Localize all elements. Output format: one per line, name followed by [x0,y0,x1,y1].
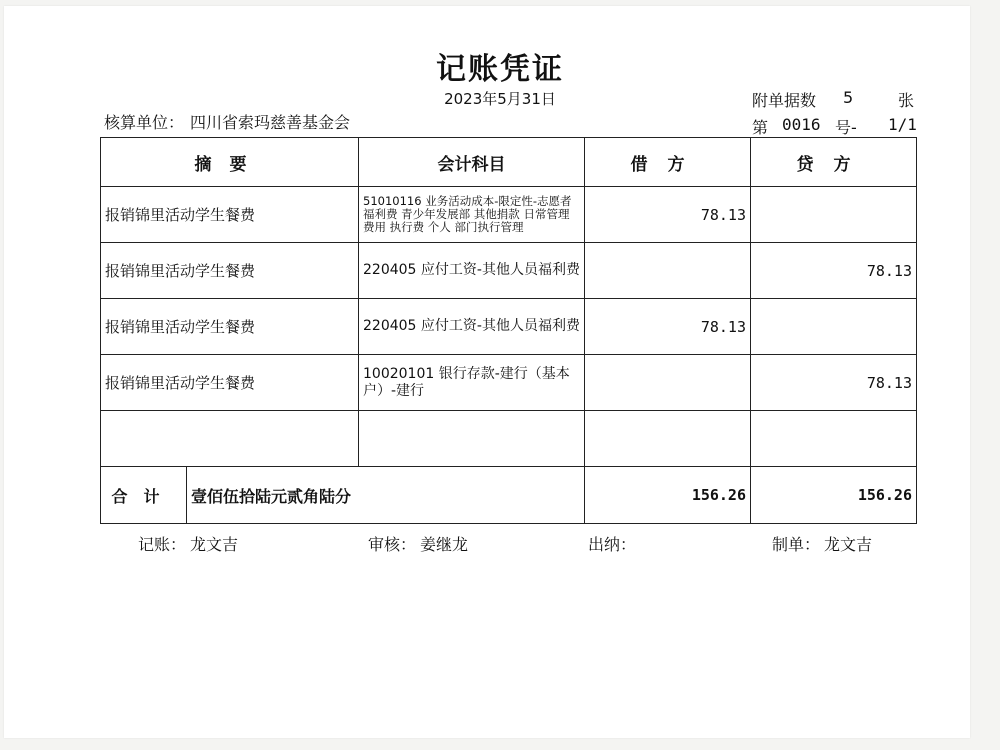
total-amount-words: 壹佰伍拾陆元贰角陆分 [187,467,585,524]
cashier-label: 出纳： [588,535,637,554]
bookkeeper-signature [138,532,238,555]
credit-cell [751,299,917,355]
table-row [101,243,917,299]
account-cell: 220405 应付工资-其他人员福利费 [359,243,585,299]
blank-account-cell [359,411,585,467]
voucher-date: 2023年5月31日 [444,90,556,108]
total-credit: 156.26 [751,467,917,524]
credit-cell [751,187,917,243]
voucher-number-suffix: 号- [835,118,857,137]
attachments-label: 附单据数 [752,91,817,110]
account-cell: 220405 应付工资-其他人员福利费 [359,299,585,355]
summary-cell: 报销锦里活动学生餐费 [101,355,359,411]
credit-cell: 78.13 [751,355,917,411]
cashier-signature [588,532,640,555]
summary-cell: 报销锦里活动学生餐费 [101,243,359,299]
debit-cell: 78.13 [585,299,751,355]
reviewer-label: 审核： [368,535,417,554]
table-row [101,187,917,243]
header-row [101,138,917,187]
voucher-table [100,137,917,524]
blank-row [101,411,917,467]
total-debit: 156.26 [585,467,751,524]
preparer-label: 制单： [772,535,821,554]
reviewer-name: 姜继龙 [420,535,469,554]
attachments-count: 5 [843,88,854,107]
attachments-unit: 张 [898,91,915,110]
voucher-number: 0016 [782,115,821,134]
blank-credit-cell [751,411,917,467]
debit-cell: 78.13 [585,187,751,243]
blank-summary-cell [101,411,359,467]
debit-header: 借方 [585,138,751,187]
bookkeeper-name: 龙文吉 [190,535,239,554]
table-row [101,355,917,411]
account-cell: 51010116 业务活动成本-限定性-志愿者福利费 青少年发展部 其他捐款 日常管理费用 执行费 个人 部门执行管理 [359,187,585,243]
preparer-signature [772,532,872,555]
voucher-number-prefix: 第 [752,118,769,137]
unit-value: 四川省索玛慈善基金会 [190,113,351,132]
unit-label: 核算单位： [104,113,185,132]
total-label: 合计 [101,467,187,524]
credit-header: 贷方 [751,138,917,187]
account-cell: 10020101 银行存款-建行（基本户）-建行 [359,355,585,411]
debit-cell [585,243,751,299]
preparer-name: 龙文吉 [824,535,873,554]
table-row [101,299,917,355]
blank-debit-cell [585,411,751,467]
credit-cell: 78.13 [751,243,917,299]
bookkeeper-label: 记账： [138,535,187,554]
reviewer-signature [368,532,468,555]
debit-cell [585,355,751,411]
summary-cell: 报销锦里活动学生餐费 [101,299,359,355]
summary-cell: 报销锦里活动学生餐费 [101,187,359,243]
summary-header: 摘要 [101,138,359,187]
account-header: 会计科目 [359,138,585,187]
voucher-title: 记账凭证 [436,52,564,87]
voucher-page: 1/1 [888,115,917,134]
total-row [101,467,917,524]
